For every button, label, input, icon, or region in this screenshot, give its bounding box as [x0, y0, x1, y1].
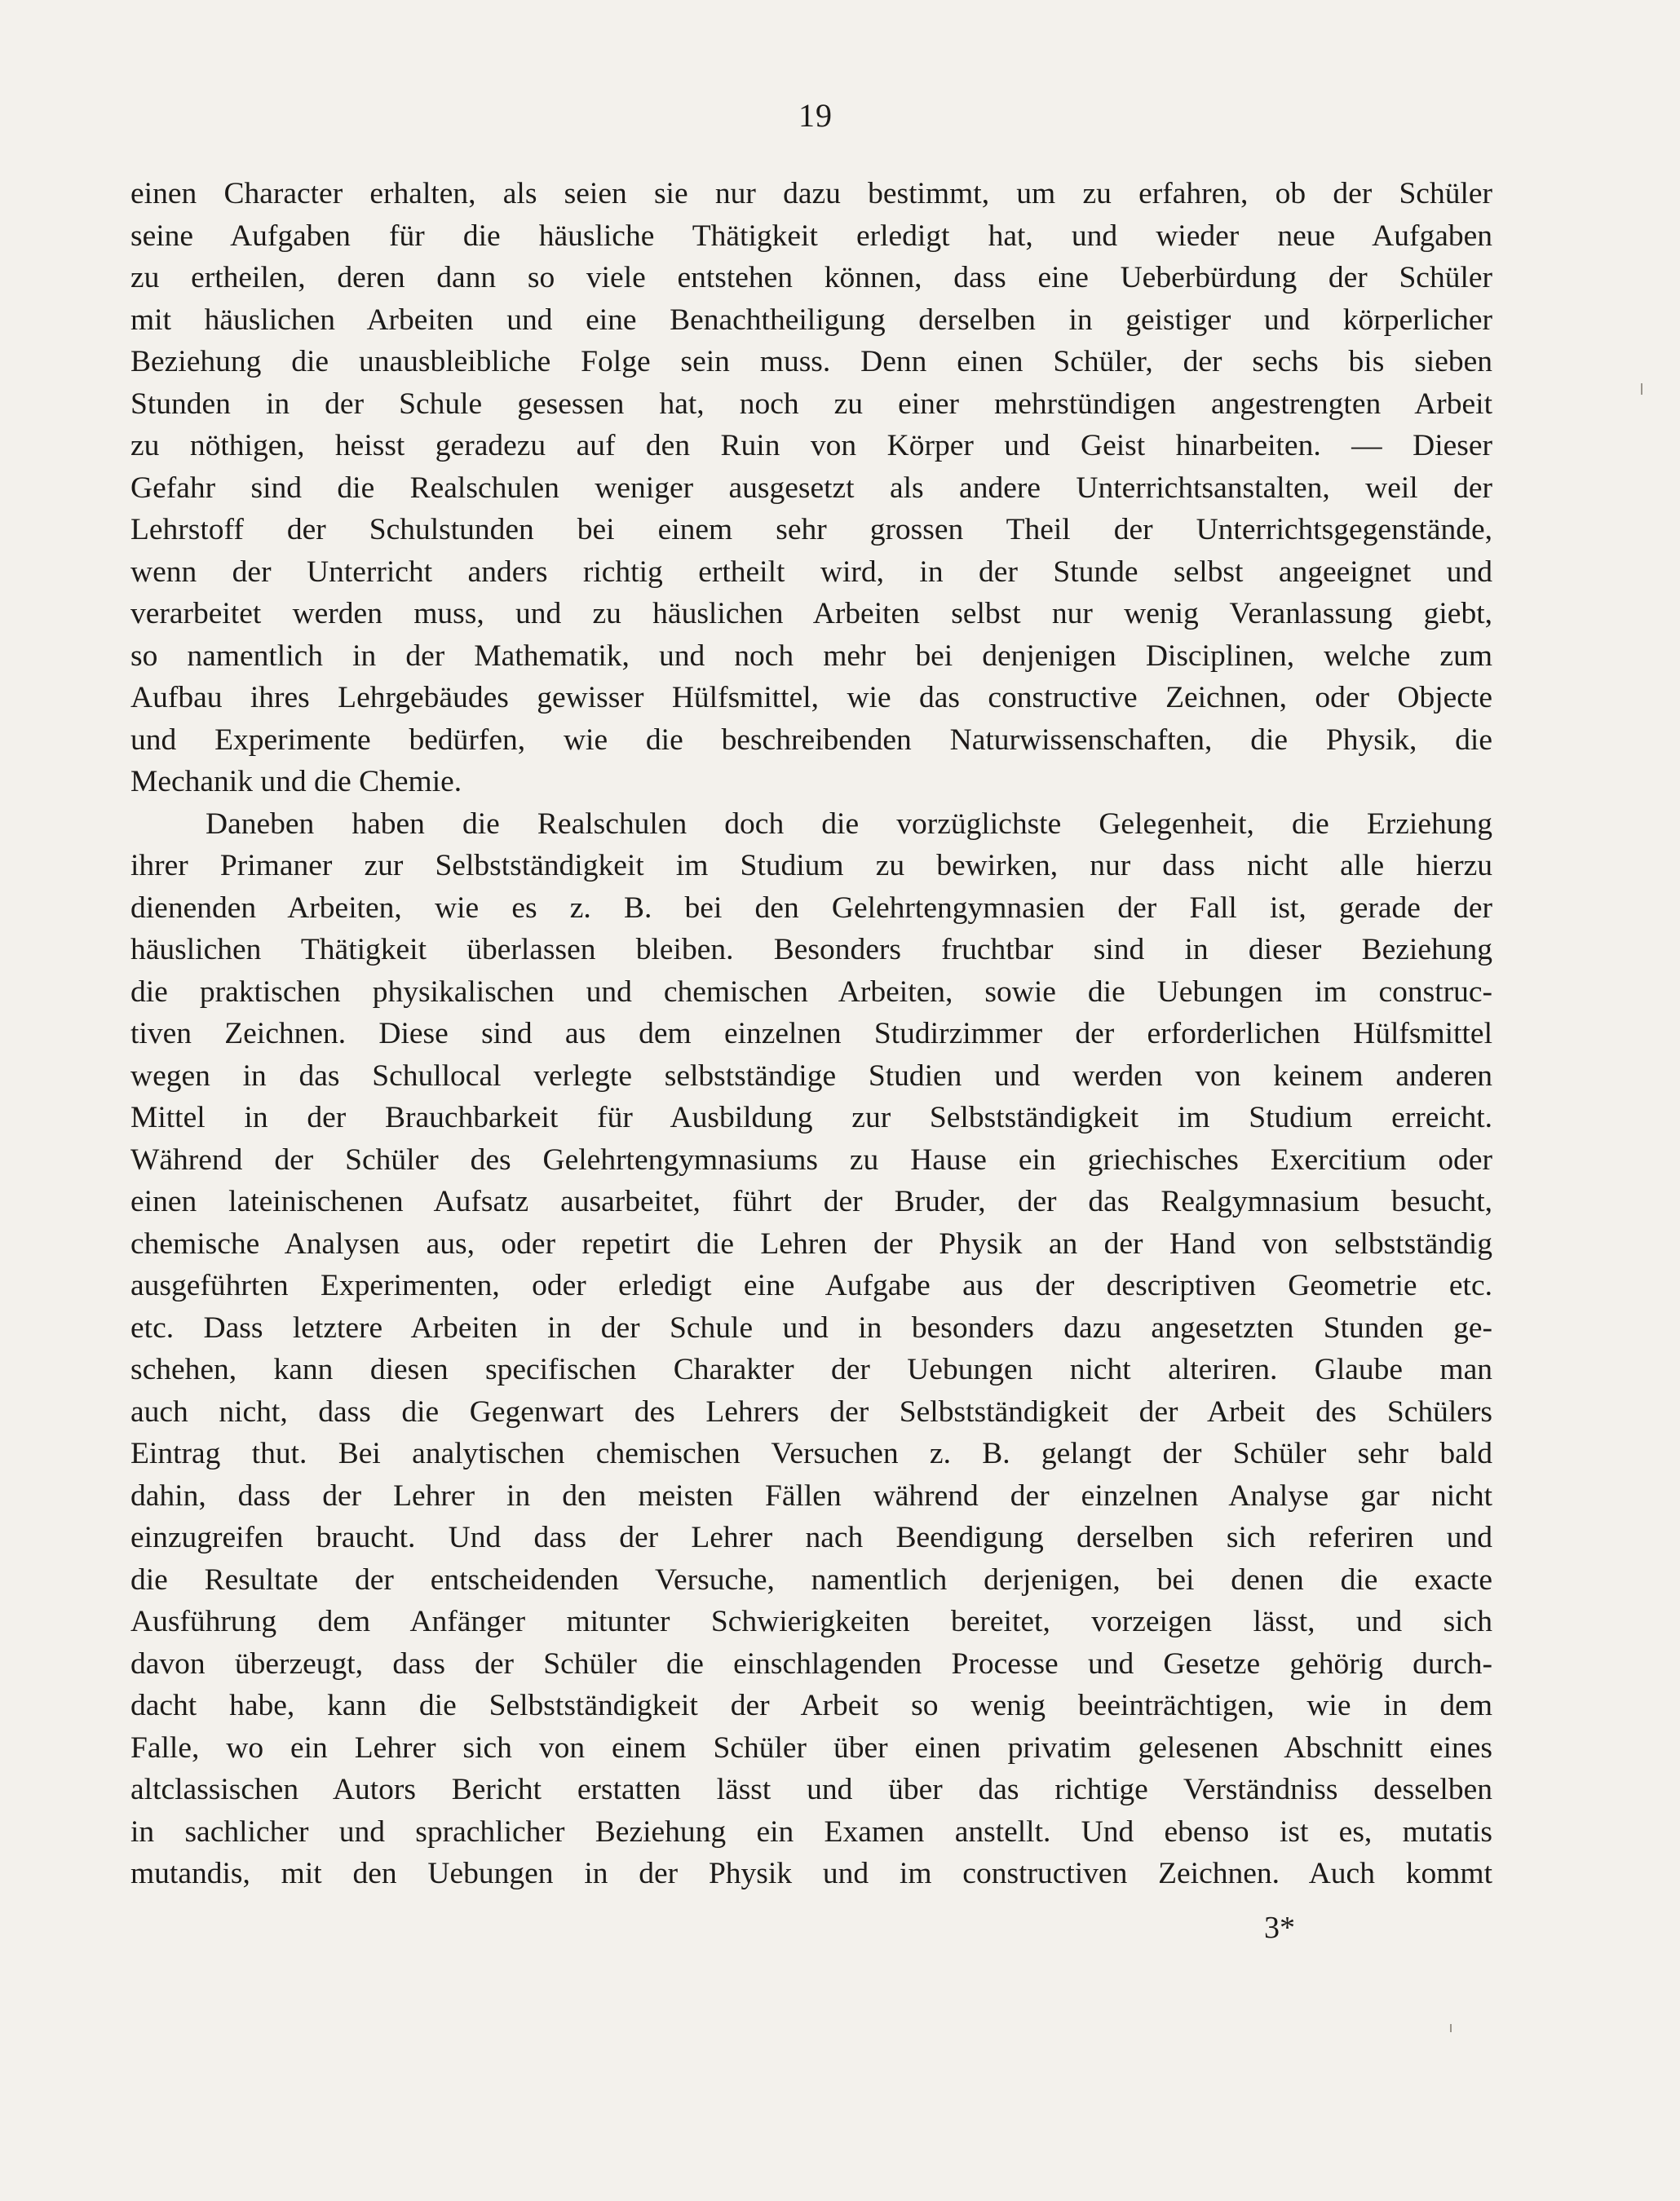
text-line: mit häuslichen Arbeiten und eine Benachtheiligung derselben in geistiger und körperlicher — [130, 303, 1492, 337]
body-text — [130, 173, 1492, 1895]
text-line: dacht habe, kann die Selbstständigkeit der Arbeit so wenig beeinträchtigen, wie in dem — [130, 1689, 1492, 1722]
text-line: Gefahr sind die Realschulen weniger ausgesetzt als andere Unterrichtsanstalten, weil der — [130, 471, 1492, 505]
margin-speck — [1450, 2024, 1452, 2032]
text-line: dienenden Arbeiten, wie es z. B. bei den Gelehrtengymnasien der Fall ist, gerade der — [130, 891, 1492, 925]
text-line: chemische Analysen aus, oder repetirt die Lehren der Physik an der Hand von selbstständig — [130, 1226, 1492, 1261]
text-line: ihrer Primaner zur Selbstständigkeit im Studium zu bewirken, nur dass nicht alle hierzu — [130, 849, 1492, 882]
text-line: verarbeitet werden muss, und zu häuslichen Arbeiten selbst nur wenig Veranlassung giebt, — [130, 597, 1492, 630]
text-line: einen lateinischenen Aufsatz ausarbeitet, führt der Bruder, der das Realgymnasium besucht, — [130, 1185, 1492, 1218]
text-line: dahin, dass der Lehrer in den meisten Fällen während der einzelnen Analyse gar nicht — [130, 1478, 1492, 1513]
text-line: zu ertheilen, deren dann so viele entstehen können, dass eine Ueberbürdung der Schüler — [130, 261, 1492, 294]
text-line: Beziehung die unausbleibliche Folge sein muss. Denn einen Schüler, der sechs bis sieben — [130, 345, 1492, 378]
text-line: so namentlich in der Mathematik, und noch mehr bei denjenigen Disciplinen, welche zum — [130, 639, 1492, 673]
text-line: Falle, wo ein Lehrer sich von einem Schüler über einen privatim gelesenen Abschnitt eines — [130, 1730, 1492, 1765]
text-line: tiven Zeichnen. Diese sind aus dem einzelnen Studirzimmer der erforderlichen Hülfsmittel — [130, 1017, 1492, 1050]
text-line: ausgeführten Experimenten, oder erledigt eine Aufgabe aus der descriptiven Geometrie etc. — [130, 1269, 1492, 1302]
text-line: etc. Dass letztere Arbeiten in der Schule und in besonders dazu angesetzten Stunden ge- — [130, 1310, 1492, 1345]
paragraph-start-line: Daneben haben die Realschulen doch die vorzüglichste Gelegenheit, die Erziehung — [206, 807, 1492, 841]
signature-mark: 3* — [1264, 1911, 1295, 1945]
text-line: Eintrag thut. Bei analytischen chemischen Versuchen z. B. gelangt der Schüler sehr bald — [130, 1437, 1492, 1470]
text-line: Während der Schüler des Gelehrtengymnasiums zu Hause ein griechisches Exercitium oder — [130, 1142, 1492, 1177]
text-line: seine Aufgaben für die häusliche Thätigkeit erledigt hat, und wieder neue Aufgaben — [130, 219, 1492, 253]
text-line: und Experimente bedürfen, wie die beschreibenden Naturwissenschaften, die Physik, die — [130, 723, 1492, 757]
page-number: 19 — [798, 97, 833, 134]
text-line: Aufbau ihres Lehrgebäudes gewisser Hülfsmittel, wie das constructive Zeichnen, oder Objecte — [130, 681, 1492, 714]
text-line: zu nöthigen, heisst geradezu auf den Ruin von Körper und Geist hinarbeiten. — Dieser — [130, 429, 1492, 462]
text-line: davon überzeugt, dass der Schüler die einschlagenden Processe und Gesetze gehörig durch- — [130, 1646, 1492, 1681]
text-line: wenn der Unterricht anders richtig ertheilt wird, in der Stunde selbst angeeignet und — [130, 555, 1492, 589]
margin-speck — [1641, 383, 1642, 395]
text-line: die Resultate der entscheidenden Versuche, namentlich derjenigen, bei denen die exacte — [130, 1562, 1492, 1597]
text-line: auch nicht, dass die Gegenwart des Lehrers der Selbstständigkeit der Arbeit des Schülers — [130, 1394, 1492, 1429]
text-line: schehen, kann diesen specifischen Charakter der Uebungen nicht alteriren. Glaube man — [130, 1353, 1492, 1386]
text-line: Mechanik und die Chemie. — [130, 765, 462, 798]
text-line: Mittel in der Brauchbarkeit für Ausbildung zur Selbstständigkeit im Studium erreicht. — [130, 1101, 1492, 1134]
text-line: häuslichen Thätigkeit überlassen bleiben. Besonders fruchtbar sind in dieser Beziehung — [130, 933, 1492, 966]
text-line: einzugreifen braucht. Und dass der Lehrer nach Beendigung derselben sich referiren und — [130, 1521, 1492, 1554]
text-line: einen Character erhalten, als seien sie nur dazu bestimmt, um zu erfahren, ob der Schüler — [130, 177, 1492, 210]
text-line: altclassischen Autors Bericht erstatten lässt und über das richtige Verständniss desselben — [130, 1773, 1492, 1806]
text-line: wegen in das Schullocal verlegte selbstständige Studien und werden von keinem anderen — [130, 1059, 1492, 1093]
text-line: die praktischen physikalischen und chemischen Arbeiten, sowie die Uebungen im construc- — [130, 975, 1492, 1009]
text-line: Stunden in der Schule gesessen hat, noch zu einer mehrstündigen angestrengten Arbeit — [130, 387, 1492, 421]
text-line: mutandis, mit den Uebungen in der Physik und im constructiven Zeichnen. Auch kommt — [130, 1857, 1492, 1890]
text-line: Ausführung dem Anfänger mitunter Schwierigkeiten bereitet, vorzeigen lässt, und sich — [130, 1605, 1492, 1638]
text-line: in sachlicher und sprachlicher Beziehung ein Examen anstellt. Und ebenso ist es, mutatis — [130, 1814, 1492, 1849]
text-line: Lehrstoff der Schulstunden bei einem sehr grossen Theil der Unterrichtsgegenstände, — [130, 513, 1492, 546]
